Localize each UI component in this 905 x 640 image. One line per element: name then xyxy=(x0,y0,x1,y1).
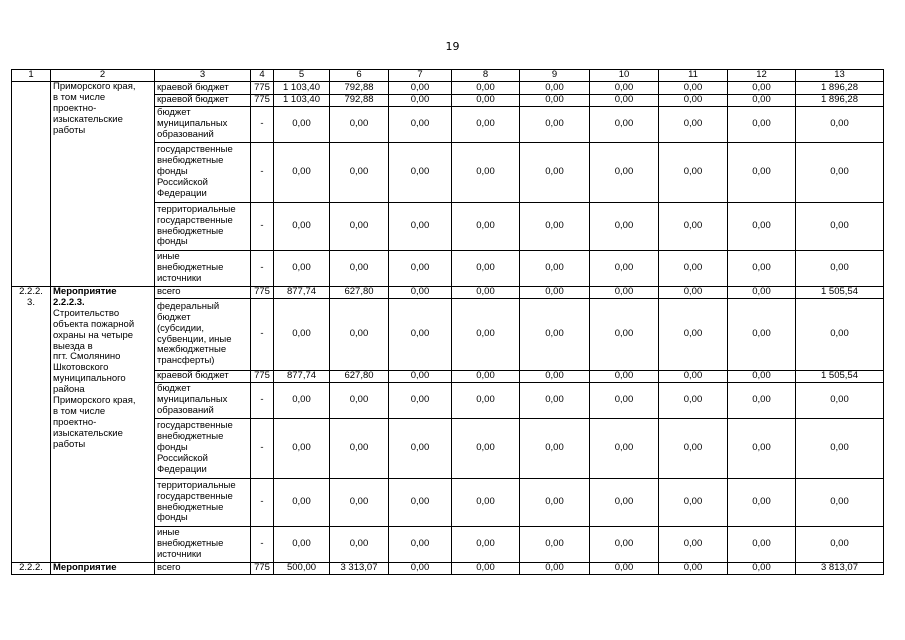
column-header-4: 4 xyxy=(251,70,274,82)
column-header-6: 6 xyxy=(330,70,389,82)
activity-name-line: Приморского края, xyxy=(53,81,136,92)
header-row xyxy=(12,70,884,82)
value-cell-col-5: 0,00 xyxy=(274,383,330,419)
funding-source-cell xyxy=(155,371,251,383)
value-cell-col-10: 0,00 xyxy=(590,203,659,251)
value-cell-col-9: 0,00 xyxy=(520,251,590,287)
value-cell-col-6: 627,80 xyxy=(330,287,389,299)
funding-source-line: всего xyxy=(157,562,181,574)
column-header-5: 5 xyxy=(274,70,330,82)
budget-code-cell: - xyxy=(251,383,274,419)
value-cell-col-10: 0,00 xyxy=(590,251,659,287)
value-cell-col-7: 0,00 xyxy=(389,203,452,251)
value-cell-col-12: 0,00 xyxy=(728,287,796,299)
value-cell-col-10: 0,00 xyxy=(590,383,659,419)
column-header-13: 13 xyxy=(796,70,884,82)
value-cell-col-10: 0,00 xyxy=(590,287,659,299)
value-cell-col-8: 0,00 xyxy=(452,371,520,383)
value-cell-col-7: 0,00 xyxy=(389,299,452,371)
column-header-1: 1 xyxy=(12,70,51,82)
value-cell-col-7: 0,00 xyxy=(389,563,452,575)
value-cell-col-8: 0,00 xyxy=(452,419,520,479)
value-cell-col-7: 0,00 xyxy=(389,251,452,287)
funding-source-line: внебюджетные xyxy=(157,262,224,274)
value-cell-col-13: 0,00 xyxy=(796,143,884,203)
funding-source-line: (субсидии, xyxy=(157,322,204,334)
value-cell-col-13: 1 896,28 xyxy=(796,95,884,107)
funding-source-line: иные xyxy=(157,251,180,263)
value-cell-col-11: 0,00 xyxy=(659,527,728,563)
value-cell-col-13: 0,00 xyxy=(796,419,884,479)
value-cell-col-13: 0,00 xyxy=(796,527,884,563)
funding-source-cell xyxy=(155,383,251,419)
value-cell-col-12: 0,00 xyxy=(728,479,796,527)
value-cell-col-5: 500,00 xyxy=(274,563,330,575)
value-cell-col-7: 0,00 xyxy=(389,143,452,203)
funding-source-cell xyxy=(155,527,251,563)
funding-source-line: Российской xyxy=(157,452,208,464)
value-cell-col-5: 0,00 xyxy=(274,203,330,251)
funding-source-cell xyxy=(155,299,251,371)
value-cell-col-11: 0,00 xyxy=(659,383,728,419)
value-cell-col-8: 0,00 xyxy=(452,107,520,143)
budget-code-cell: 775 xyxy=(251,287,274,299)
value-cell-col-10: 0,00 xyxy=(590,107,659,143)
column-header-7: 7 xyxy=(389,70,452,82)
value-cell-col-11: 0,00 xyxy=(659,299,728,371)
value-cell-col-13: 1 896,28 xyxy=(796,82,884,95)
value-cell-col-7: 0,00 xyxy=(389,95,452,107)
value-cell-col-13: 0,00 xyxy=(796,299,884,371)
value-cell-col-8: 0,00 xyxy=(452,383,520,419)
activity-name-line: объекта пожарной xyxy=(53,318,135,330)
value-cell-col-5: 0,00 xyxy=(274,107,330,143)
value-cell-col-11: 0,00 xyxy=(659,287,728,299)
value-cell-col-8: 0,00 xyxy=(452,287,520,299)
funding-source-line: внебюджетные xyxy=(157,225,224,237)
value-cell-col-7: 0,00 xyxy=(389,287,452,299)
value-cell-col-6: 0,00 xyxy=(330,479,389,527)
column-header-3: 3 xyxy=(155,70,251,82)
value-cell-col-7: 0,00 xyxy=(389,479,452,527)
value-cell-col-9: 0,00 xyxy=(520,95,590,107)
value-cell-col-12: 0,00 xyxy=(728,383,796,419)
funding-source-line: государственные xyxy=(157,490,233,502)
funding-source-line: иные xyxy=(157,527,180,539)
value-cell-col-13: 0,00 xyxy=(796,203,884,251)
budget-code-cell: - xyxy=(251,419,274,479)
value-cell-col-9: 0,00 xyxy=(520,527,590,563)
value-cell-col-8: 0,00 xyxy=(452,143,520,203)
value-cell-col-9: 0,00 xyxy=(520,107,590,143)
activity-name-line: в том числе xyxy=(53,91,106,103)
column-header-10: 10 xyxy=(590,70,659,82)
activity-name-line: муниципального xyxy=(53,373,126,385)
value-cell-col-6: 3 313,07 xyxy=(330,563,389,575)
value-cell-col-11: 0,00 xyxy=(659,143,728,203)
funding-source-line: субвенции, иные xyxy=(157,333,232,345)
value-cell-col-6: 0,00 xyxy=(330,299,389,371)
funding-source-cell xyxy=(155,251,251,287)
funding-source-line: трансферты) xyxy=(157,355,215,367)
budget-code-cell: 775 xyxy=(251,95,274,107)
value-cell-col-12: 0,00 xyxy=(728,95,796,107)
value-cell-col-10: 0,00 xyxy=(590,95,659,107)
value-cell-col-11: 0,00 xyxy=(659,479,728,527)
value-cell-col-9: 0,00 xyxy=(520,419,590,479)
value-cell-col-6: 0,00 xyxy=(330,383,389,419)
activity-name-line: Приморского края, xyxy=(53,395,136,407)
value-cell-col-13: 0,00 xyxy=(796,251,884,287)
budget-table xyxy=(11,69,884,575)
activity-title-line: 2.2.2.3. xyxy=(53,296,85,308)
activity-number-cell: 2.2.2. 3. xyxy=(12,287,51,563)
value-cell-col-5: 0,00 xyxy=(274,419,330,479)
value-cell-col-8: 0,00 xyxy=(452,527,520,563)
value-cell-col-11: 0,00 xyxy=(659,203,728,251)
activity-name-cell xyxy=(51,82,155,287)
funding-source-line: внебюджетные xyxy=(157,501,224,513)
funding-source-line: фонды xyxy=(157,442,188,454)
value-cell-col-13: 0,00 xyxy=(796,107,884,143)
funding-source-cell xyxy=(155,203,251,251)
value-cell-col-6: 0,00 xyxy=(330,251,389,287)
value-cell-col-7: 0,00 xyxy=(389,383,452,419)
value-cell-col-11: 0,00 xyxy=(659,563,728,575)
value-cell-col-8: 0,00 xyxy=(452,479,520,527)
funding-source-line: Российской xyxy=(157,176,208,188)
value-cell-col-8: 0,00 xyxy=(452,95,520,107)
value-cell-col-5: 877,74 xyxy=(274,371,330,383)
funding-source-line: источники xyxy=(157,548,202,560)
value-cell-col-13: 1 505,54 xyxy=(796,371,884,383)
funding-source-line: краевой бюджет xyxy=(157,81,229,93)
value-cell-col-10: 0,00 xyxy=(590,563,659,575)
funding-source-line: внебюджетные xyxy=(157,431,224,443)
value-cell-col-11: 0,00 xyxy=(659,107,728,143)
activity-name-line: проектно- xyxy=(53,416,97,428)
funding-source-line: фонды xyxy=(157,512,188,524)
column-header-2: 2 xyxy=(51,70,155,82)
budget-code-cell: 775 xyxy=(251,371,274,383)
value-cell-col-9: 0,00 xyxy=(520,287,590,299)
funding-source-line: муниципальных xyxy=(157,118,228,130)
value-cell-col-5: 1 103,40 xyxy=(274,95,330,107)
value-cell-col-13: 1 505,54 xyxy=(796,287,884,299)
value-cell-col-6: 0,00 xyxy=(330,419,389,479)
funding-source-cell xyxy=(155,143,251,203)
value-cell-col-8: 0,00 xyxy=(452,203,520,251)
funding-source-line: бюджет xyxy=(157,311,191,323)
value-cell-col-10: 0,00 xyxy=(590,299,659,371)
funding-source-line: образований xyxy=(157,404,214,416)
funding-source-line: внебюджетные xyxy=(157,155,224,167)
table-body xyxy=(12,70,884,575)
value-cell-col-13: 0,00 xyxy=(796,479,884,527)
value-cell-col-9: 0,00 xyxy=(520,479,590,527)
activity-name-line: охраны на четыре xyxy=(53,329,134,341)
activity-name-line: района xyxy=(53,384,85,396)
value-cell-col-9: 0,00 xyxy=(520,371,590,383)
activity-number-cell: 2.2.2. xyxy=(12,563,51,575)
value-cell-col-8: 0,00 xyxy=(452,251,520,287)
value-cell-col-11: 0,00 xyxy=(659,371,728,383)
funding-source-cell xyxy=(155,563,251,575)
value-cell-col-5: 877,74 xyxy=(274,287,330,299)
value-cell-col-10: 0,00 xyxy=(590,82,659,95)
value-cell-col-7: 0,00 xyxy=(389,82,452,95)
value-cell-col-10: 0,00 xyxy=(590,479,659,527)
value-cell-col-6: 627,80 xyxy=(330,371,389,383)
value-cell-col-9: 0,00 xyxy=(520,203,590,251)
table-row xyxy=(12,563,884,575)
activity-name-line: в том числе xyxy=(53,405,106,417)
value-cell-col-9: 0,00 xyxy=(520,143,590,203)
funding-source-line: образований xyxy=(157,128,214,140)
table-row xyxy=(12,82,884,95)
activity-name-line: Шкотовского xyxy=(53,362,109,374)
funding-source-line: Федерации xyxy=(157,463,207,475)
value-cell-col-6: 0,00 xyxy=(330,143,389,203)
activity-name-line: работы xyxy=(53,124,86,136)
column-header-9: 9 xyxy=(520,70,590,82)
funding-source-line: фонды xyxy=(157,166,188,178)
value-cell-col-12: 0,00 xyxy=(728,251,796,287)
funding-source-line: государственные xyxy=(157,420,233,432)
value-cell-col-12: 0,00 xyxy=(728,527,796,563)
funding-source-cell xyxy=(155,287,251,299)
value-cell-col-6: 0,00 xyxy=(330,527,389,563)
value-cell-col-12: 0,00 xyxy=(728,563,796,575)
funding-source-line: федеральный xyxy=(157,300,220,312)
value-cell-col-8: 0,00 xyxy=(452,299,520,371)
funding-source-cell xyxy=(155,95,251,107)
value-cell-col-12: 0,00 xyxy=(728,82,796,95)
value-cell-col-9: 0,00 xyxy=(520,82,590,95)
value-cell-col-10: 0,00 xyxy=(590,419,659,479)
value-cell-col-13: 3 813,07 xyxy=(796,563,884,575)
value-cell-col-6: 792,88 xyxy=(330,95,389,107)
budget-code-cell: - xyxy=(251,251,274,287)
activity-number-cell xyxy=(12,82,51,287)
value-cell-col-11: 0,00 xyxy=(659,419,728,479)
funding-source-line: Федерации xyxy=(157,187,207,199)
value-cell-col-12: 0,00 xyxy=(728,143,796,203)
budget-code-cell: - xyxy=(251,203,274,251)
value-cell-col-10: 0,00 xyxy=(590,371,659,383)
value-cell-col-6: 0,00 xyxy=(330,107,389,143)
value-cell-col-9: 0,00 xyxy=(520,299,590,371)
value-cell-col-11: 0,00 xyxy=(659,82,728,95)
funding-source-line: межбюджетные xyxy=(157,344,227,356)
funding-source-line: краевой бюджет xyxy=(157,94,229,106)
activity-name-line: работы xyxy=(53,438,86,450)
value-cell-col-7: 0,00 xyxy=(389,419,452,479)
budget-code-cell: - xyxy=(251,107,274,143)
value-cell-col-8: 0,00 xyxy=(452,563,520,575)
funding-source-line: источники xyxy=(157,272,202,284)
activity-title-line: Мероприятие xyxy=(53,286,117,297)
funding-source-line: бюджет xyxy=(157,107,191,119)
budget-code-cell: - xyxy=(251,299,274,371)
activity-name-line: пгт. Смолянино xyxy=(53,351,121,363)
budget-code-cell: - xyxy=(251,479,274,527)
funding-source-line: муниципальных xyxy=(157,394,228,406)
funding-source-line: краевой бюджет xyxy=(157,370,229,382)
value-cell-col-12: 0,00 xyxy=(728,203,796,251)
activity-name-cell xyxy=(51,563,155,575)
value-cell-col-6: 0,00 xyxy=(330,203,389,251)
value-cell-col-13: 0,00 xyxy=(796,383,884,419)
value-cell-col-6: 792,88 xyxy=(330,82,389,95)
value-cell-col-7: 0,00 xyxy=(389,107,452,143)
funding-source-cell xyxy=(155,82,251,95)
funding-source-line: территориальные xyxy=(157,203,236,215)
budget-code-cell: - xyxy=(251,527,274,563)
activity-name-line: изыскательские xyxy=(53,113,123,125)
activity-name-line: проектно- xyxy=(53,102,97,114)
value-cell-col-12: 0,00 xyxy=(728,371,796,383)
value-cell-col-7: 0,00 xyxy=(389,371,452,383)
value-cell-col-5: 1 103,40 xyxy=(274,82,330,95)
funding-source-line: фонды xyxy=(157,236,188,248)
activity-title-line: Мероприятие xyxy=(53,562,117,573)
value-cell-col-9: 0,00 xyxy=(520,563,590,575)
funding-source-line: государственные xyxy=(157,144,233,156)
funding-source-line: всего xyxy=(157,286,181,298)
activity-name-line: выезда в xyxy=(53,340,93,352)
funding-source-line: территориальные xyxy=(157,479,236,491)
budget-code-cell: 775 xyxy=(251,563,274,575)
funding-source-cell xyxy=(155,419,251,479)
budget-code-cell: - xyxy=(251,143,274,203)
value-cell-col-11: 0,00 xyxy=(659,95,728,107)
value-cell-col-5: 0,00 xyxy=(274,143,330,203)
activity-name-line: изыскательские xyxy=(53,427,123,439)
funding-source-cell xyxy=(155,107,251,143)
value-cell-col-12: 0,00 xyxy=(728,419,796,479)
value-cell-col-5: 0,00 xyxy=(274,299,330,371)
value-cell-col-12: 0,00 xyxy=(728,107,796,143)
funding-source-cell xyxy=(155,479,251,527)
table-row xyxy=(12,287,884,299)
column-header-12: 12 xyxy=(728,70,796,82)
value-cell-col-11: 0,00 xyxy=(659,251,728,287)
value-cell-col-8: 0,00 xyxy=(452,82,520,95)
activity-name-line: Строительство xyxy=(53,307,120,319)
value-cell-col-9: 0,00 xyxy=(520,383,590,419)
funding-source-line: государственные xyxy=(157,214,233,226)
value-cell-col-12: 0,00 xyxy=(728,299,796,371)
value-cell-col-5: 0,00 xyxy=(274,527,330,563)
column-header-11: 11 xyxy=(659,70,728,82)
budget-code-cell: 775 xyxy=(251,82,274,95)
value-cell-col-10: 0,00 xyxy=(590,143,659,203)
activity-name-cell xyxy=(51,287,155,563)
value-cell-col-7: 0,00 xyxy=(389,527,452,563)
value-cell-col-5: 0,00 xyxy=(274,479,330,527)
value-cell-col-5: 0,00 xyxy=(274,251,330,287)
funding-source-line: внебюджетные xyxy=(157,538,224,550)
column-header-8: 8 xyxy=(452,70,520,82)
value-cell-col-10: 0,00 xyxy=(590,527,659,563)
page-number: 19 xyxy=(445,40,460,53)
funding-source-line: бюджет xyxy=(157,383,191,395)
